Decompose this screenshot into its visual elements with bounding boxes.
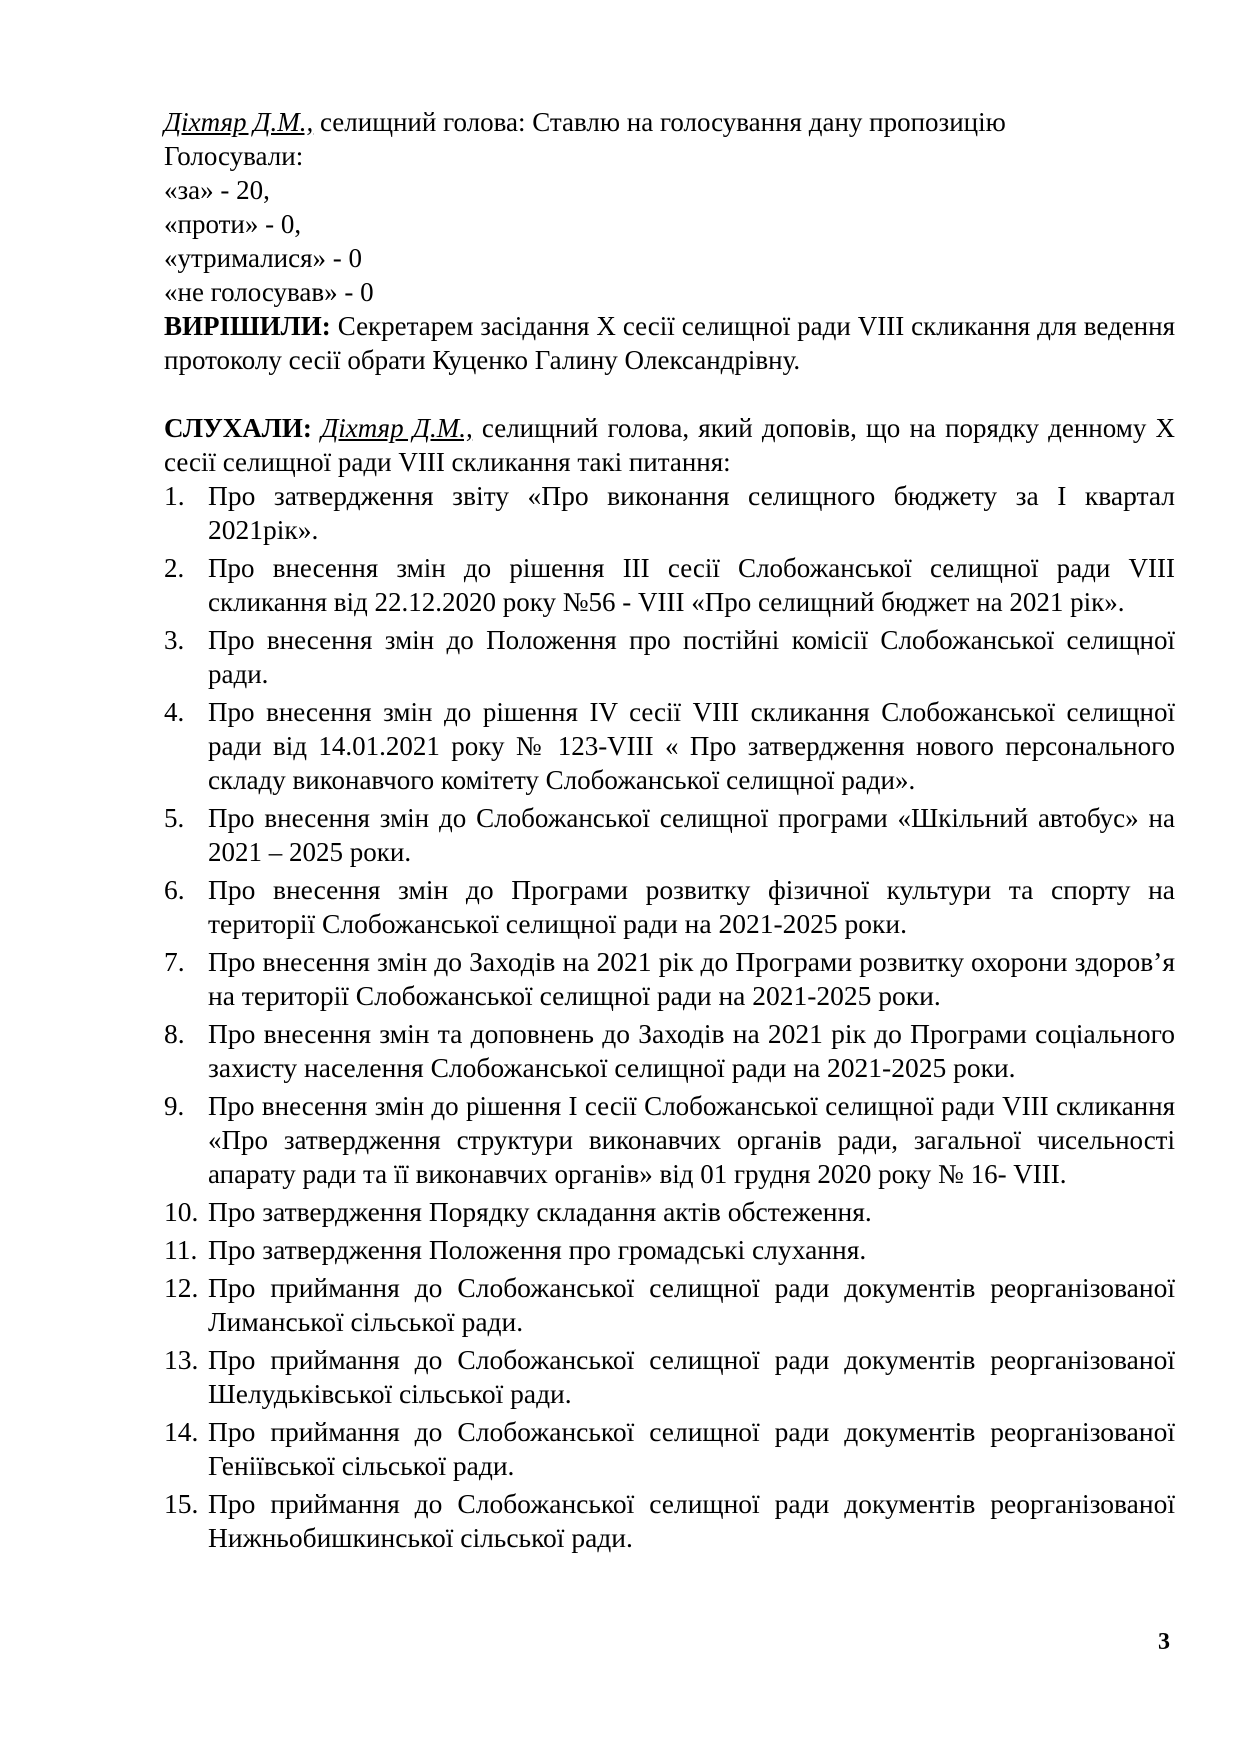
- speaker-name: Діхтяр Д.М.,: [164, 107, 314, 137]
- agenda-item: [164, 1487, 1175, 1555]
- agenda-item-text: Про приймання до Слобожанської селищної ради документів реорганізованої Нижньобишкинської сільської ради.: [208, 1488, 1175, 1553]
- agenda-item-number: 7.: [164, 946, 185, 977]
- page-number: 3: [1158, 1629, 1170, 1655]
- agenda-item-number: 8.: [164, 1018, 185, 1049]
- heard-label: СЛУХАЛИ:: [164, 413, 312, 443]
- vote-for: «за» - 20,: [164, 175, 270, 205]
- agenda-item-number: 3.: [164, 625, 185, 655]
- agenda-item-number: 12.: [164, 1272, 199, 1303]
- agenda-item-number: 15.: [164, 1488, 199, 1519]
- agenda-item-number: 10.: [164, 1196, 199, 1227]
- agenda-item-number: 2.: [164, 553, 185, 583]
- agenda-item-number: 4.: [164, 697, 185, 727]
- agenda-item: [164, 1089, 1175, 1191]
- agenda-item: [164, 1233, 1175, 1267]
- vote-not-voted: «не голосував» - 0: [164, 277, 374, 307]
- vote-abstained: «утрималися» - 0: [164, 243, 363, 273]
- agenda-item: [164, 1017, 1175, 1085]
- agenda-item-text: Про затвердження Порядку складання актів обстеження.: [208, 1196, 872, 1227]
- voted-label: Голосували:: [164, 141, 304, 171]
- vote-against: «проти» - 0,: [164, 209, 302, 239]
- agenda-item-number: 1.: [164, 480, 185, 511]
- page-content: [164, 105, 1175, 1559]
- decided-label: ВИРІШИЛИ:: [164, 311, 331, 341]
- agenda-item-number: 6.: [164, 874, 185, 905]
- agenda-item-number: 5.: [164, 803, 185, 833]
- agenda-item-text: Про внесення змін та доповнень до Заходів на 2021 рік до Програми соціального захисту населення Слобожанської селищної ради на 2021-2025 роки.: [208, 1018, 1175, 1083]
- agenda-item-text: Про внесення змін до Слобожанської селищної програми «Шкільний автобус» на 2021 – 2025 роки.: [208, 803, 1175, 867]
- spacer: [164, 377, 1175, 411]
- vote-intro: [164, 105, 1175, 139]
- agenda-item-text: Про приймання до Слобожанської селищної ради документів реорганізованої Лиманської сільської ради.: [208, 1272, 1175, 1337]
- decided-paragraph: [164, 309, 1175, 377]
- agenda-item-text: Про внесення змін до рішення ІІІ сесії Слобожанської селищної ради VІІІ скликання від 22.12.2020 року №56 - VІІІ «Про селищний бюджет на 2021 рік».: [208, 553, 1175, 617]
- agenda-item: [164, 1343, 1175, 1411]
- agenda-item: [164, 801, 1175, 869]
- decided-text: Секретарем засідання Х сесії селищної ради VІІІ скликання для ведення протоколу сесії обрати Куценко Галину Олександрівну.: [164, 311, 1175, 375]
- heard-text: селищний голова, який доповів, що на порядку денному Х сесії селищної ради VІІІ скликання такі питання:: [164, 413, 1175, 477]
- agenda-item: [164, 1271, 1175, 1339]
- agenda-item-text: Про внесення змін до рішення І сесії Слобожанської селищної ради VІІІ скликання «Про затвердження структури виконавчих органів ради, загальної чисельності апарату ради та її виконавчих органів» від 01 грудня 2020 року № 16- VІІІ.: [208, 1091, 1175, 1189]
- agenda-item: [164, 551, 1175, 619]
- agenda-item: [164, 1415, 1175, 1483]
- agenda-item-text: Про внесення змін до Заходів на 2021 рік до Програми розвитку охорони здоров’я на території Слобожанської селищної ради на 2021-2025 роки.: [208, 946, 1175, 1011]
- agenda-item-number: 13.: [164, 1344, 199, 1375]
- agenda-item-text: Про затвердження звіту «Про виконання селищного бюджету за І квартал 2021рік».: [208, 480, 1175, 545]
- heard-paragraph: [164, 411, 1175, 479]
- agenda-item-text: Про затвердження Положення про громадські слухання.: [208, 1234, 867, 1265]
- agenda-item: [164, 479, 1175, 547]
- agenda-item-number: 14.: [164, 1416, 199, 1447]
- agenda-item-text: Про внесення змін до Програми розвитку фізичної культури та спорту на території Слобожанської селищної ради на 2021-2025 роки.: [208, 874, 1175, 939]
- agenda-item-number: 9.: [164, 1091, 185, 1121]
- agenda-item: [164, 623, 1175, 691]
- agenda-list: [164, 479, 1175, 1555]
- agenda-item-text: Про приймання до Слобожанської селищної ради документів реорганізованої Шелудьківської сільської ради.: [208, 1344, 1175, 1409]
- agenda-item: [164, 1195, 1175, 1229]
- agenda-item-text: Про приймання до Слобожанської селищної ради документів реорганізованої Геніївської сільської ради.: [208, 1416, 1175, 1481]
- speaker-text: селищний голова: Ставлю на голосування дану пропозицію: [313, 107, 1006, 137]
- heard-name: Діхтяр Д.М.,: [321, 413, 473, 443]
- agenda-item-number: 11.: [164, 1234, 198, 1265]
- agenda-item: [164, 945, 1175, 1013]
- agenda-item-text: Про внесення змін до рішення IV сесії VІІІ скликання Слобожанської селищної ради від 14.01.2021 року № 123-VІІІ « Про затвердження нового персонального складу виконавчого комітету Слобожанської селищної ради».: [208, 697, 1175, 795]
- agenda-item: [164, 873, 1175, 941]
- agenda-item-text: Про внесення змін до Положення про постійні комісії Слобожанської селищної ради.: [208, 625, 1175, 689]
- agenda-item: [164, 695, 1175, 797]
